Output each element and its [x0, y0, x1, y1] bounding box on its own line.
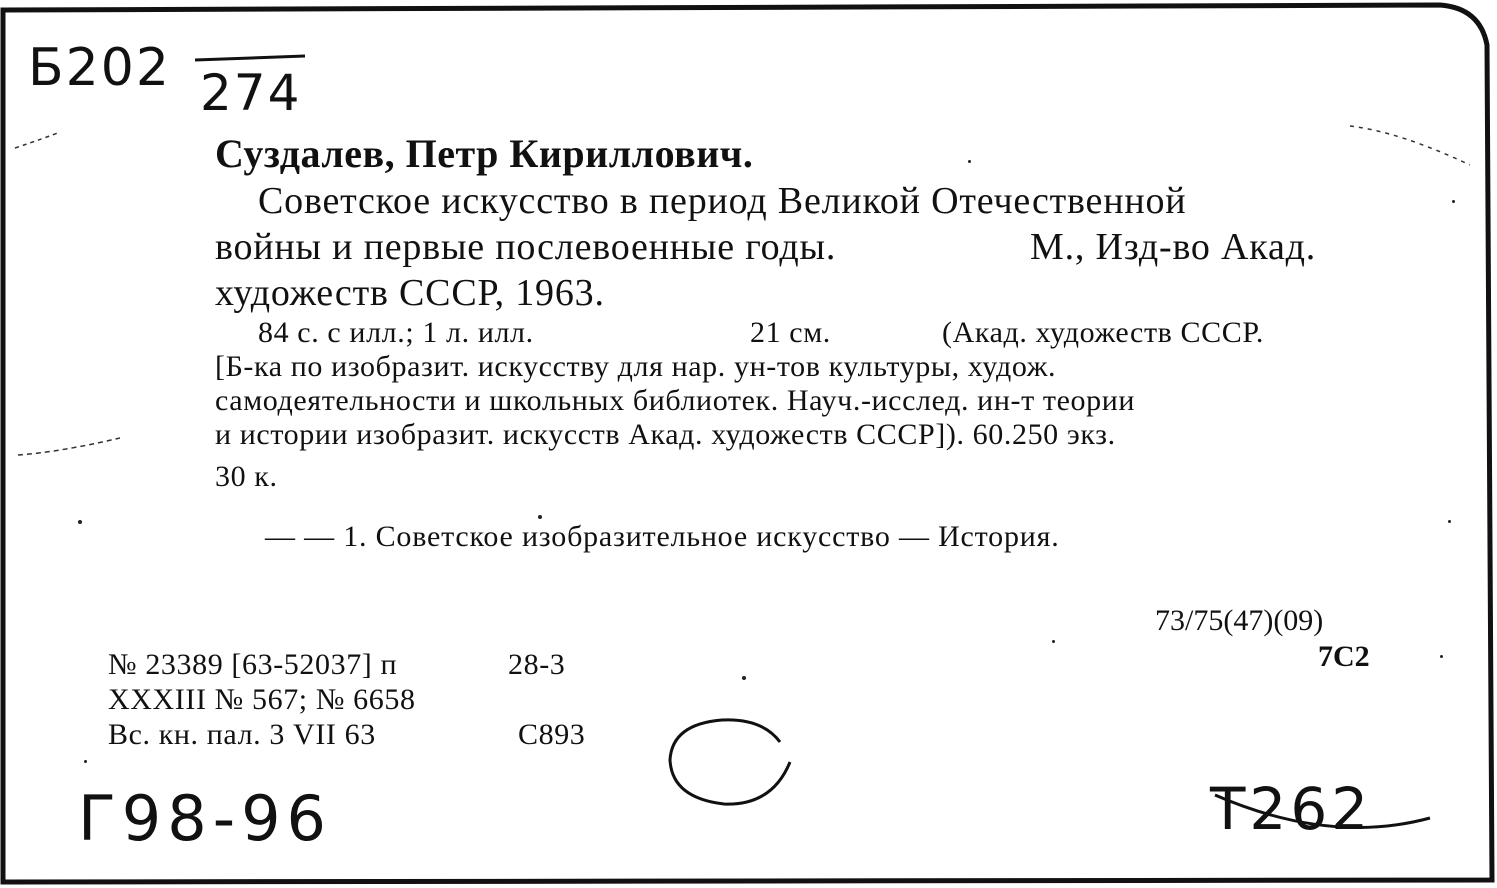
title-line-2-imprint: М., Изд-во Акад.: [1030, 226, 1317, 268]
print-speck: [78, 520, 82, 524]
subject-heading: — — 1. Советское изобразительное искусство — История.: [265, 520, 1060, 553]
print-speck: [1452, 200, 1455, 203]
imprint-line-3-code: С893: [518, 718, 586, 751]
print-speck: [742, 676, 746, 680]
author-mark: 7С2: [1318, 640, 1370, 673]
hole-punch-outline: [662, 710, 802, 810]
handwritten-shelf-mark-left: Г98-96: [78, 782, 332, 855]
imprint-line-2: XXXIII № 567; № 6658: [108, 683, 416, 716]
handwritten-shelf-mark-right: Т262: [1210, 775, 1373, 843]
print-speck: [1440, 655, 1443, 658]
collation-pages: 84 с. с илл.; 1 л. илл.: [258, 316, 534, 349]
imprint-line-3: Вс. кн. пал. 3 VII 63: [108, 718, 376, 751]
print-speck: [1448, 520, 1451, 523]
title-line-3: художеств СССР, 1963.: [215, 272, 605, 314]
collation-line-4: и истории изобразит. искусств Акад. художеств СССР]). 60.250 экз.: [215, 418, 1116, 451]
print-speck: [1052, 640, 1055, 643]
print-speck: [968, 160, 971, 163]
collation-size: 21 см.: [750, 316, 831, 349]
collation-line-3: самодеятельности и школьных библиотек. Науч.-исслед. ин-т теории: [215, 384, 1136, 417]
author-heading: Суздалев, Петр Кириллович.: [215, 131, 754, 176]
print-speck: [538, 515, 542, 519]
imprint-line-1: № 23389 [63-52037] п: [108, 648, 398, 681]
classification-number: 73/75(47)(09): [1155, 604, 1324, 637]
title-line-2: войны и первые послевоенные годы.: [215, 226, 837, 268]
handwritten-call-number-suffix: 274: [200, 64, 302, 122]
collation-line-2: [Б-ка по изобразит. искусству для нар. ун-тов культуры, худож.: [215, 350, 1057, 383]
collation-series-start: (Акад. художеств СССР.: [942, 316, 1264, 349]
handwritten-call-number-prefix: Б202: [28, 38, 171, 98]
print-speck: [84, 760, 87, 763]
title-line-1: Советское искусство в период Великой Отечественной: [258, 180, 1187, 222]
collation-price: 30 к.: [215, 460, 278, 493]
imprint-line-1-code: 28-3: [508, 648, 566, 681]
